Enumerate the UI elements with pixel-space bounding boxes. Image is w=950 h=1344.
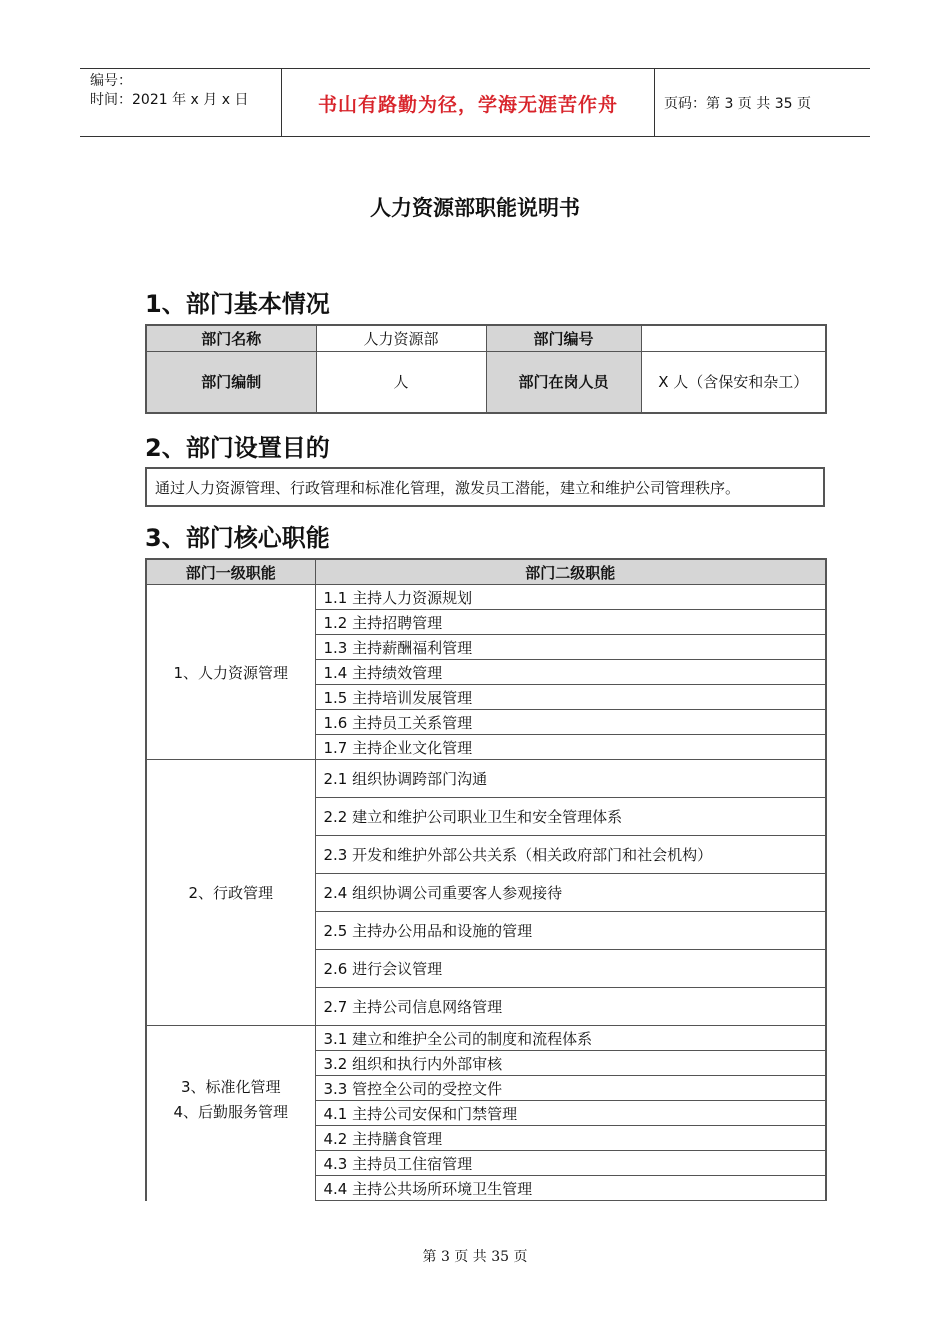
serial-label: 编号： (90, 73, 132, 89)
document-title: 人力资源部职能说明书 (370, 196, 580, 220)
level2-function: 3.3 管控全公司的受控文件 (315, 1076, 826, 1101)
level2-function: 1.6 主持员工关系管理 (315, 710, 826, 735)
staffing-label: 部门编制 (146, 351, 316, 413)
level2-function: 2.3 开发和维护外部公共关系（相关政府部门和社会机构） (315, 836, 826, 874)
staffing-value: 人 (316, 351, 486, 413)
level2-function: 2.2 建立和维护公司职业卫生和安全管理体系 (315, 798, 826, 836)
level1-function: 2、行政管理 (146, 760, 315, 1026)
level2-function: 1.3 主持薪酬福利管理 (315, 635, 826, 660)
level2-function: 2.5 主持办公用品和设施的管理 (315, 912, 826, 950)
level2-function: 1.1 主持人力资源规划 (315, 585, 826, 610)
level2-function: 3.2 组织和执行内外部审核 (315, 1051, 826, 1076)
header-bottom-rule (80, 136, 870, 137)
level2-function: 1.2 主持招聘管理 (315, 610, 826, 635)
dept-no-label: 部门编号 (486, 325, 641, 351)
page-footer: 第 3 页 共 35 页 (422, 1249, 528, 1265)
level1-function: 4、后勤服务管理 (146, 1101, 315, 1201)
col1-header: 部门一级职能 (146, 559, 315, 585)
level2-function: 4.3 主持员工住宿管理 (315, 1151, 826, 1176)
col2-header: 部门二级职能 (315, 559, 826, 585)
onduty-label: 部门在岗人员 (486, 351, 641, 413)
dept-name-label: 部门名称 (146, 325, 316, 351)
purpose-text: 通过人力资源管理、行政管理和标准化管理，激发员工潜能，建立和维护公司管理秩序。 (146, 468, 824, 506)
header-page-info: 页码：第 3 页 共 35 页 (664, 96, 811, 112)
purpose-table (145, 467, 825, 507)
level1-function: 1、人力资源管理 (146, 585, 315, 760)
level2-function: 1.4 主持绩效管理 (315, 660, 826, 685)
header-motto: 书山有路勤为径，学海无涯苦作舟 (317, 94, 618, 116)
level2-function: 1.7 主持企业文化管理 (315, 735, 826, 760)
level2-function: 4.4 主持公共场所环境卫生管理 (315, 1176, 826, 1201)
section-3-title: 3、部门核心职能 (145, 524, 330, 552)
onduty-value: X 人（含保安和杂工） (641, 351, 826, 413)
time-label: 时间：2021 年 x 月 x 日 (90, 92, 249, 108)
header-divider (654, 68, 655, 136)
dept-no-value (641, 325, 826, 351)
level2-function: 4.1 主持公司安保和门禁管理 (315, 1101, 826, 1126)
section-2-title: 2、部门设置目的 (145, 434, 330, 462)
dept-name-value: 人力资源部 (316, 325, 486, 351)
header-meta (90, 72, 248, 110)
level2-function: 2.7 主持公司信息网络管理 (315, 988, 826, 1026)
level2-function: 2.6 进行会议管理 (315, 950, 826, 988)
core-functions-table (145, 558, 827, 1201)
level2-function: 4.2 主持膳食管理 (315, 1126, 826, 1151)
level2-function: 1.5 主持培训发展管理 (315, 685, 826, 710)
section-1-title: 1、部门基本情况 (145, 290, 330, 318)
header-top-rule (80, 68, 870, 69)
level2-function: 2.4 组织协调公司重要客人参观接待 (315, 874, 826, 912)
level2-function: 2.1 组织协调跨部门沟通 (315, 760, 826, 798)
level2-function: 3.1 建立和维护全公司的制度和流程体系 (315, 1026, 826, 1051)
basic-info-table (145, 324, 827, 414)
level1-function: 3、标准化管理 (146, 1026, 315, 1101)
